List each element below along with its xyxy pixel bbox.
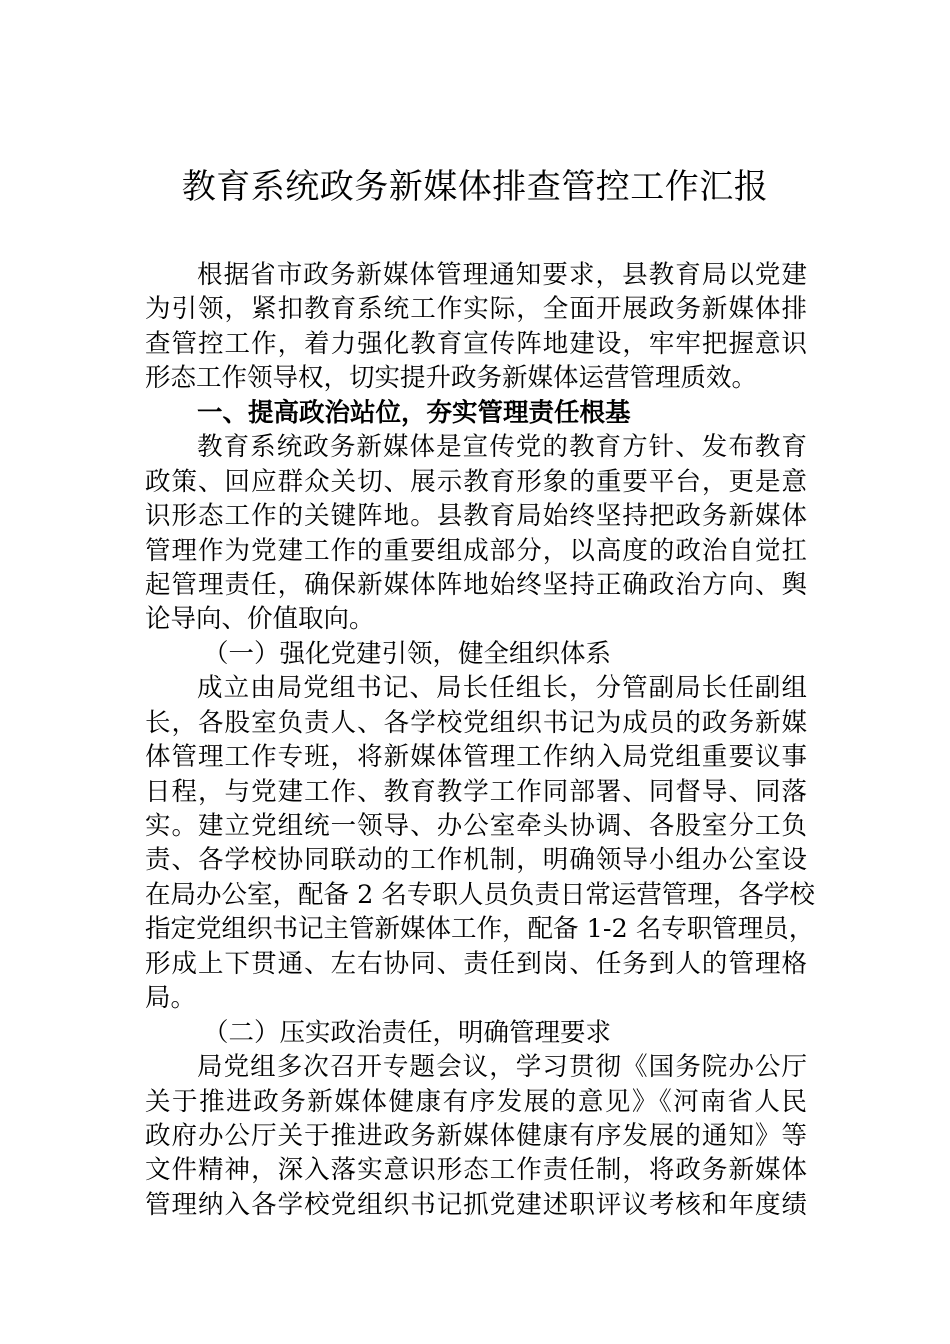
text-line: 指定党组织书记主管新媒体工作，配备 1-2 名专职管理员， xyxy=(145,914,815,945)
text-line: 起管理责任，确保新媒体阵地始终坚持正确政治方向、舆 xyxy=(145,569,807,600)
text-line: 文件精神，深入落实意识形态工作责任制，将政务新媒体 xyxy=(145,1155,807,1186)
document-body xyxy=(145,258,815,1222)
text-line: 识形态工作的关键阵地。县教育局始终坚持把政务新媒体 xyxy=(145,501,807,532)
text-line: 局。 xyxy=(145,983,197,1014)
text-line: 政策、回应群众关切、展示教育形象的重要平台，更是意 xyxy=(145,466,807,497)
text-line: 政府办公厅关于推进政务新媒体健康有序发展的通知》等 xyxy=(145,1120,807,1151)
paragraph xyxy=(145,430,807,637)
text-line: 实。建立党组统一领导、办公室牵头协调、各股室分工负 xyxy=(145,811,807,841)
text-line: 成立由局党组书记、局长任组长，分管副局长任副组 xyxy=(197,673,807,704)
text-line: （一）强化党建引领，健全组织体系 xyxy=(203,638,612,669)
subsection-heading xyxy=(145,1016,807,1050)
text-line: 长，各股室负责人、各学校党组织书记为成员的政务新媒 xyxy=(145,707,807,738)
text-line: 形态工作领导权，切实提升政务新媒体运营管理质效。 xyxy=(145,363,758,394)
paragraph xyxy=(145,671,815,1015)
text-line: 一、提高政治站位，夯实管理责任根基 xyxy=(197,397,631,428)
text-line: 责、各学校协同联动的工作机制，明确领导小组办公室设 xyxy=(145,845,807,876)
text-line: 体管理工作专班，将新媒体管理工作纳入局党组重要议事 xyxy=(145,742,807,773)
paragraph xyxy=(145,1050,807,1222)
text-line: 在局办公室，配备 2 名专职人员负责日常运营管理，各学校 xyxy=(145,879,815,910)
text-line: 形成上下贯通、左右协同、责任到岗、任务到人的管理格 xyxy=(145,948,807,979)
text-line: 查管控工作，着力强化教育宣传阵地建设，牢牢把握意识 xyxy=(145,328,807,359)
text-line: 管理作为党建工作的重要组成部分，以高度的政治自觉扛 xyxy=(145,535,807,566)
document-title: 教育系统政务新媒体排查管控工作汇报 xyxy=(181,167,769,207)
paragraph xyxy=(145,258,807,396)
text-line: 管理纳入各学校党组织书记抓党建述职评议考核和年度绩 xyxy=(145,1189,807,1220)
text-line: （二）压实政治责任，明确管理要求 xyxy=(203,1017,612,1048)
text-line: 关于推进政务新媒体健康有序发展的意见》《河南省人民 xyxy=(145,1086,807,1117)
text-line: 教育系统政务新媒体是宣传党的教育方针、发布教育 xyxy=(197,432,807,463)
section-heading xyxy=(145,396,807,430)
text-line: 日程，与党建工作、教育教学工作同部署、同督导、同落 xyxy=(145,776,807,807)
text-line: 根据省市政务新媒体管理通知要求，县教育局以党建 xyxy=(197,260,807,290)
text-line: 局党组多次召开专题会议，学习贯彻《国务院办公厅 xyxy=(197,1052,807,1083)
subsection-heading xyxy=(145,637,807,671)
text-line: 论导向、价值取向。 xyxy=(145,604,375,635)
text-line: 为引领，紧扣教育系统工作实际，全面开展政务新媒体排 xyxy=(145,294,807,325)
